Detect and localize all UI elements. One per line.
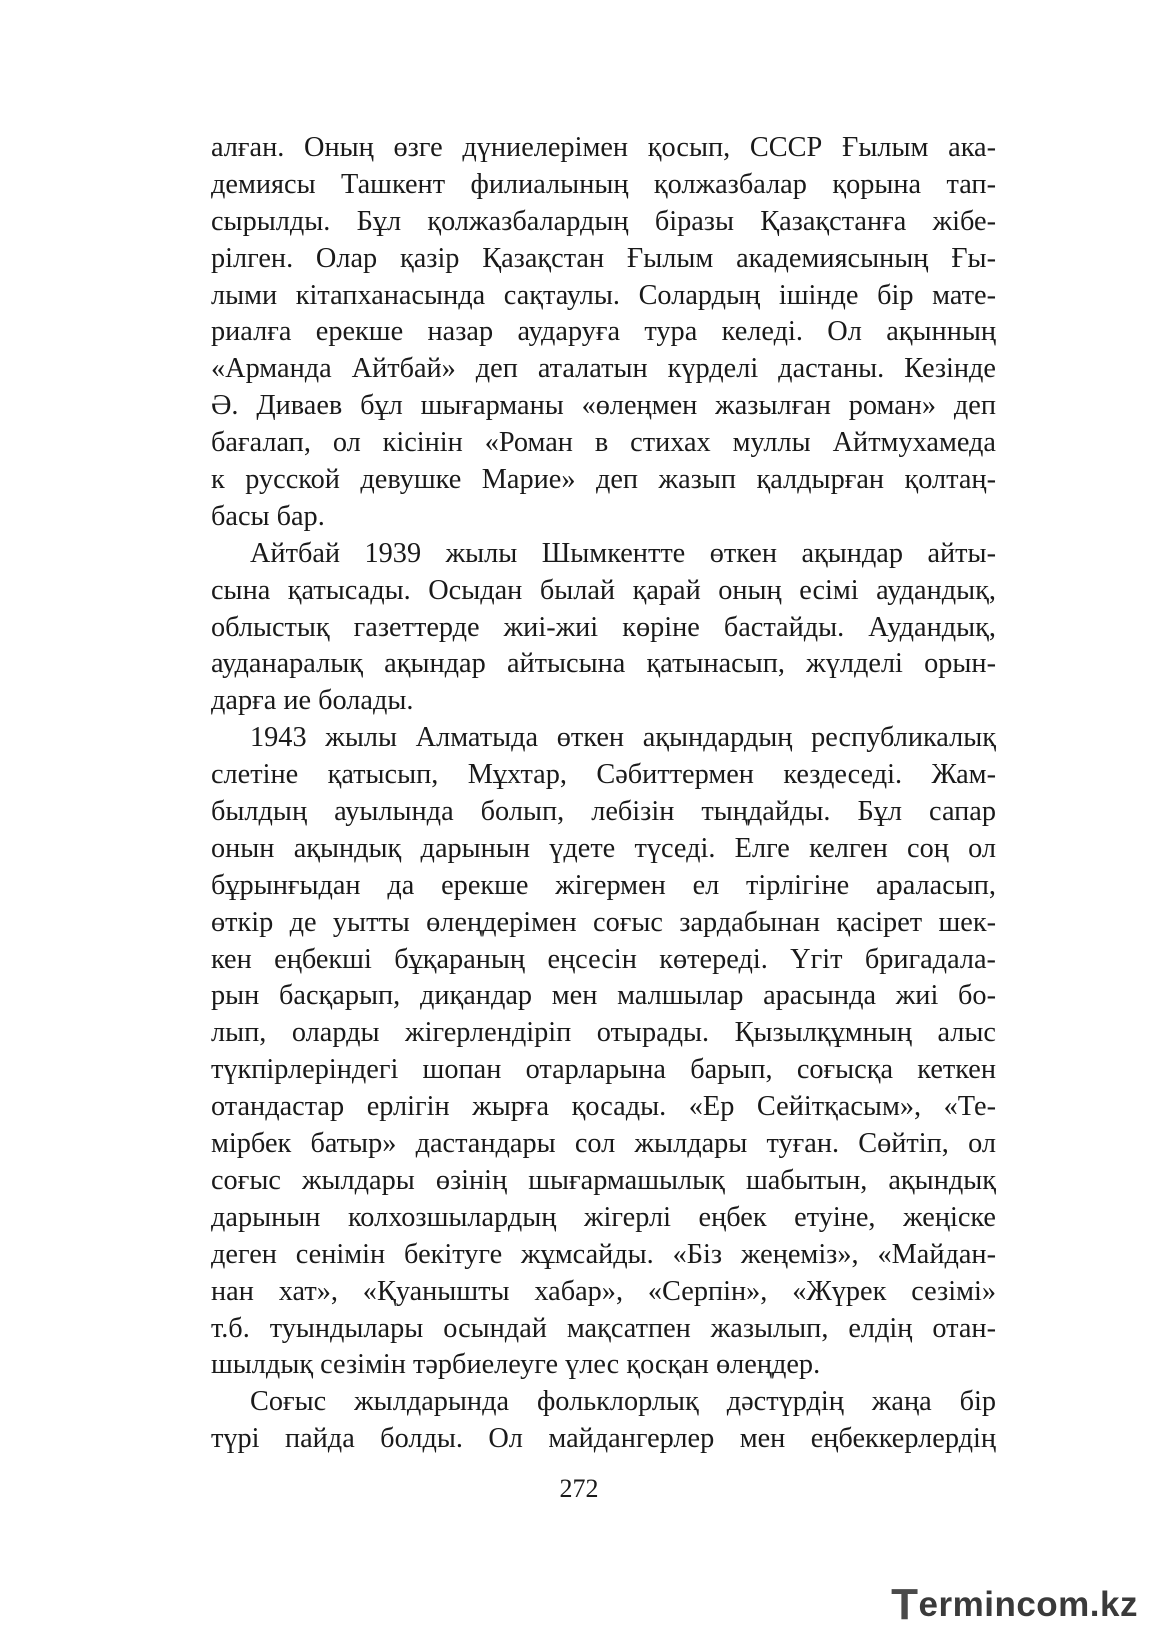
text-line: Ә. Диваев бұл шығарманы «өлеңмен жазылған роман» деп	[211, 390, 996, 422]
paragraph	[211, 1384, 996, 1458]
text-line: рілген. Олар қазір Қазақстан Ғылым академиясының Ғы-	[211, 242, 996, 274]
text-line: к русской девушке Марие» деп жазып қалдырған қолтаң-	[211, 464, 996, 496]
text-line: онын ақындық дарынын үдете түседі. Елге келген соң ол	[211, 832, 996, 864]
text-line: слетіне қатысып, Мұхтар, Сәбиттермен кездеседі. Жам-	[211, 759, 996, 791]
text-line: деген сенімін бекітуге жұмсайды. «Біз жеңеміз», «Майдан-	[211, 1238, 996, 1270]
text-line: дарынын колхозшылардың жігерлі еңбек етуіне, жеңіске	[211, 1201, 996, 1233]
text-line: сына қатысады. Осыдан былай қарай оның есімі аудандық,	[211, 574, 996, 606]
text-line: шылдық сезімін тәрбиелеуге үлес қосқан өлеңдер.	[211, 1349, 821, 1381]
watermark-logo[interactable]	[891, 1580, 1138, 1629]
text-line: бұрынғыдан да ерекше жігермен ел тірлігіне араласып,	[211, 869, 996, 901]
text-line: алған. Оның өзге дүниелерімен қосып, СССР Ғылым ака-	[211, 132, 996, 163]
text-line: «Арманда Айтбай» деп аталатын күрделі дастаны. Кезінде	[211, 353, 996, 385]
text-line: лып, оларды жігерлендіріп отырады. Қызылқұмның алыс	[211, 1017, 996, 1049]
text-line: отандастар ерлігін жырға қосады. «Ер Сейітқасым», «Те-	[211, 1091, 996, 1123]
text-line: лыми кітапханасында сақтаулы. Солардың ішінде бір мате-	[211, 279, 996, 311]
text-line: облыстық газеттерде жиі-жиі көріне бастайды. Аудандық,	[211, 611, 996, 643]
text-line: бағалап, ол кісінін «Роман в стихах муллы Айтмухамеда	[211, 427, 996, 459]
text-line: ауданаралық ақындар айтысына қатынасып, жүлделі орын-	[211, 648, 996, 680]
text-line: мірбек батыр» дастандары сол жылдары туған. Сөйтіп, ол	[211, 1128, 996, 1160]
paragraph	[211, 720, 996, 1384]
text-line: түрі пайда болды. Ол майдангерлер мен еңбеккерлердің	[211, 1423, 996, 1455]
text-line: сырылды. Бұл қолжазбалардың біразы Қазақстанға жібе-	[211, 205, 996, 237]
watermark-t-glyph: T	[891, 1580, 919, 1629]
text-line: рын басқарып, диқандар мен малшылар арасында жиі бо-	[211, 980, 996, 1012]
watermark-rest: ermincom.kz	[918, 1585, 1138, 1624]
text-line: былдың ауылында болып, лебізін тыңдайды. Бұл сапар	[211, 796, 996, 828]
text-line: Соғыс жылдарында фольклорлық дәстүрдің жаңа бір	[250, 1386, 996, 1418]
text-line: кен еңбекші бұқараның еңсесін көтереді. Үгіт бригадала-	[211, 943, 996, 975]
text-line: дарға ие болады.	[211, 685, 414, 717]
text-line: нан хат», «Қуанышты хабар», «Серпін», «Жүрек сезімі»	[211, 1275, 996, 1307]
paragraph	[211, 536, 996, 720]
text-line: 1943 жылы Алматыда өткен ақындардың республикалық	[250, 722, 996, 754]
text-line: түкпірлеріндегі шопан отарларына барып, соғысқа кеткен	[211, 1054, 996, 1086]
text-line: соғыс жылдары өзінің шығармашылық шабытын, ақындық	[211, 1164, 996, 1196]
page-number: 272	[559, 1474, 599, 1503]
page-body	[211, 130, 996, 1458]
text-line: риалға ерекше назар аударуға тура келеді. Ол ақынның	[211, 316, 996, 348]
text-line: басы бар.	[211, 500, 325, 532]
text-line: т.б. туындылары осындай мақсатпен жазылып, елдің отан-	[211, 1312, 996, 1344]
text-line: Айтбай 1939 жылы Шымкентте өткен ақындар айты-	[250, 537, 996, 569]
paragraph	[211, 130, 996, 536]
text-line: демиясы Ташкент филиалының қолжазбалар қорына тап-	[211, 168, 996, 200]
text-line: өткір де уытты өлеңдерімен соғыс зардабынан қасірет шек-	[211, 906, 996, 938]
